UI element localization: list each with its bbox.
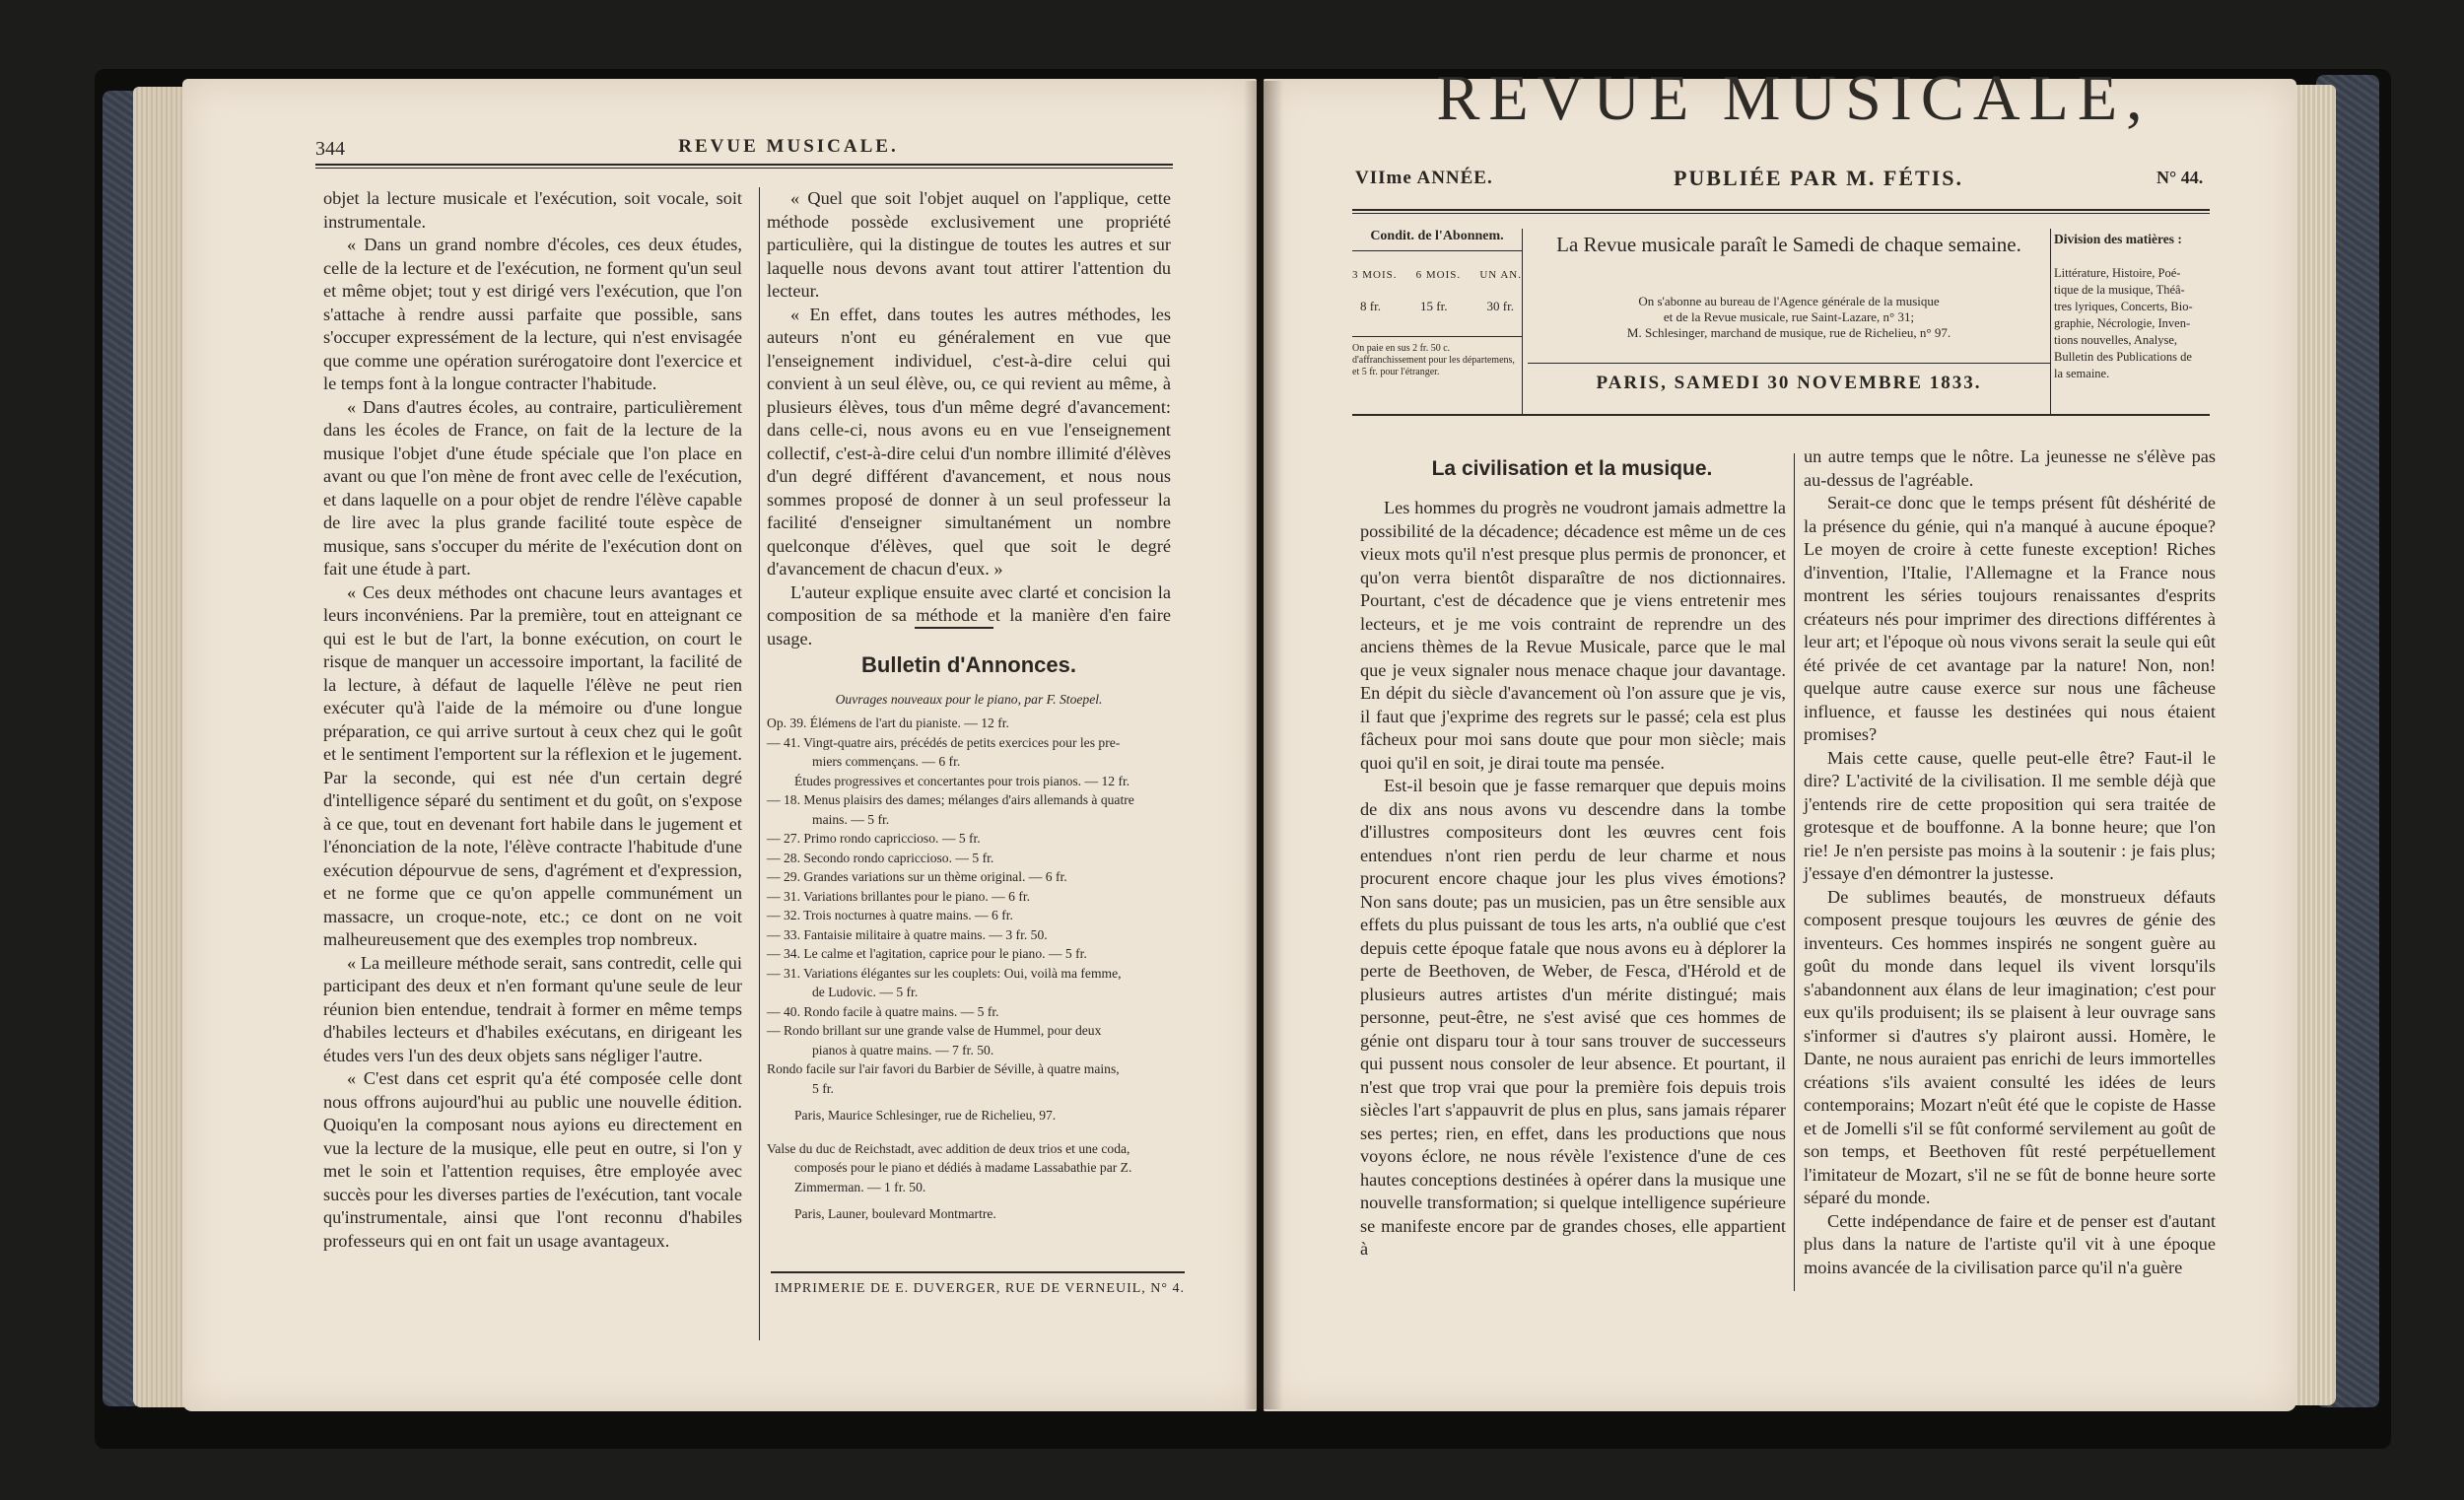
right-page-edges [2293, 85, 2336, 1405]
paragraph: « Dans d'autres écoles, au contraire, particulièrement dans les écoles de France, on fait de la lecture de la musique l'objet d'une étude spéciale que l'on place en avant ou que l'on mène de front avec celle de l'exécution, et dans laquelle on a pour objet de rendre l'élève capable de lire avec la plus grande facilité toute espèce de musique, sans s'occuper du mérite de l'exécution dont on fait une étude à part. [323, 396, 742, 579]
right-column-2 [1804, 445, 2216, 1279]
list-item: de Ludovic. — 5 fr. [812, 985, 919, 999]
paragraph: « La meilleure méthode serait, sans contredit, celle qui participant des deux et n'en formant qu'une seule de leur réunion bien entendue, tendrait à former en même temps d'habiles lecteurs et d'habiles exécutans, en dirigeant les études vers l'un des deux objets sans négliger l'autre. [323, 952, 742, 1065]
list-item: — 34. Le calme et l'agitation, caprice pour le piano. — 5 fr. [767, 946, 1087, 961]
subscription-note: On paie en sus 2 fr. 50 c. d'affranchissement pour les départemens, et 5 fr. pour l'étranger. [1352, 336, 1522, 378]
box-divider [1522, 229, 1523, 416]
paragraph: un autre temps que le nôtre. La jeunesse ne s'élève pas au-dessus de l'agréable. [1804, 446, 2216, 490]
list-item: miers commençans. — 6 fr. [812, 754, 961, 769]
contents-heading: Division des matières : [2054, 232, 2182, 246]
info-line: et de la Revue musicale, rue Saint-Lazare, n° 31; [1663, 309, 1915, 324]
info-line: On s'abonne au bureau de l'Agence générale de la musique [1638, 294, 1940, 308]
notice-rule [1528, 363, 2050, 364]
publisher-line: Paris, Maurice Schlesinger, rue de Richelieu, 97. [794, 1108, 1057, 1123]
masthead-rule-thin [1352, 213, 2210, 214]
contents-line: tions nouvelles, Analyse, [2054, 333, 2177, 347]
right-column-1 [1360, 497, 1786, 1261]
period-label: 3 MOIS. [1352, 269, 1398, 281]
info-line: M. Schlesinger, marchand de musique, rue de Richelieu, n° 97. [1626, 325, 1951, 340]
paragraph: objet la lecture musicale et l'exécution, soit vocale, soit instrumentale. [323, 188, 742, 232]
bulletin-title: Bulletin d'Annonces. [861, 652, 1076, 677]
header-rule-thin [315, 168, 1173, 169]
bulletin-list [767, 714, 1191, 1224]
list-item: — 40. Rondo facile à quatre mains. — 5 fr. [767, 1003, 999, 1019]
list-item: — 32. Trois nocturnes à quatre mains. — 6 fr. [767, 908, 1013, 922]
list-item: — 28. Secondo rondo capriccioso. — 5 fr. [767, 850, 994, 865]
article-title: La civilisation et la musique. [1431, 457, 1713, 480]
book-gutter [1244, 81, 1283, 1409]
list-item: Rondo facile sur l'air favori du Barbier de Séville, à quatre mains, [767, 1061, 1120, 1076]
contents-line: la semaine. [2054, 367, 2110, 380]
left-column-2 [767, 187, 1171, 650]
paragraph: « En effet, dans toutes les autres méthodes, les auteurs n'ont eu généralement en vue que l'enseignement individuel, c'est-à-dire celui qui convient à un seul élève, ou, ce qui revient au même, à plusieurs élèves, tous d'un même degré d'avancement: dans celle-ci, nous avons eu en vue l'enseignement collectif, c'est-à-dire celui d'un nombre illimité d'élèves d'un degré différent d'avancement, et nous nous sommes proposé de donner à un seul professeur la facilité d'enseigner simultanément un nombre quelconque d'élèves, quel que soit le degré d'avancement de chacun d'eux. » [767, 304, 1171, 579]
list-item: — 31. Variations élégantes sur les couplets: Oui, voilà ma femme, [767, 965, 1122, 981]
paragraph: Les hommes du progrès ne voudront jamais admettre la possibilité de la décadence; décadence est même un de ces vieux mots qu'il n'est presque plus permis de prononcer, et qu'on verra bientôt disparaître de nos dictionnaires. Pourtant, c'est de décadence que je viens entretenir mes lecteurs, et je me vois contraint de reprendre un des anciens thèmes de la Revue Musicale, parce que le mal que je veux signaler nous menace chaque jour davantage. En dépit du siècle d'avancement où l'on assure que je vis, il faut que j'exprime des regrets sur le passé; cela est plus fâcheux pour moi sans doute que pour mon siècle; mais quoi qu'il en soit, je dirai toute ma pensée. [1360, 498, 1786, 773]
imprint-rule [771, 1271, 1185, 1273]
price-value: 8 fr. [1360, 299, 1381, 313]
list-item: — Rondo brillant sur une grande valse de Hummel, pour deux [767, 1023, 1102, 1038]
subscription-box [1352, 229, 1522, 416]
subscription-heading: Condit. de l'Abonnem. [1352, 229, 1522, 251]
list-item: — 33. Fantaisie militaire à quatre mains. — 3 fr. 50. [767, 926, 1048, 942]
running-header: REVUE MUSICALE. [678, 136, 899, 157]
contents-line: tres lyriques, Concerts, Bio- [2054, 300, 2193, 313]
masthead-rule [1352, 209, 2210, 211]
page-number: 344 [315, 138, 345, 160]
paragraph: « Ces deux méthodes ont chacune leurs avantages et leurs inconvéniens. Par la première, tout en atteignant ce qui est le but de l'art, la bonne exécution, on court le risque de manquer un accessoire important, la facilité de la lecture, à défaut de laquelle l'élève ne peut rien exécuter qu'à l'aide de la mémoire ou d'une longue préparation, ce qui arrive surtout à ceux chez qui le goût et le sentiment l'emportent sur la réflexion et le jugement. Par la seconde, qui est née d'un certain degré d'intelligence séparé du sentiment et du goût, on s'expose à ce que, tout en devenant fort habile dans le jugement et l'énonciation de la note, l'élève contracte l'habitude d'une exécution dépourvue de sens, d'agrément et d'expression, et ne forme que ce qu'on appelle communément un massacre, un croque-note, etc.; ce dont on ne voit malheureusement que des exemples trop nombreux. [323, 581, 742, 949]
paragraph: « C'est dans cet esprit qu'a été composée celle dont nous offrons aujourd'hui au public une nouvelle édition. Quoiqu'en la composant nous ayions eu directement en vue la lecture de la musique, elle peut en outre, si l'on y met le soin et l'attention requises, être employée avec succès pour les diverses parties de l'exécution, tant vocale qu'instrumentale, ainsi que l'ont reconnu d'habiles professeurs qui en ont fait un usage avantageux. [323, 1068, 742, 1251]
list-item: composés pour le piano et dédiés à madame Lassabathie par Z. [794, 1160, 1132, 1175]
list-item: — 29. Grandes variations sur un thème original. — 6 fr. [767, 869, 1067, 884]
list-item: Op. 39. Élémens de l'art du pianiste. — 12 fr. [767, 716, 1009, 730]
contents-box [2054, 231, 2210, 382]
list-item: mains. — 5 fr. [812, 811, 890, 827]
header-bottom-rule [1352, 414, 2210, 416]
separator-rule [915, 627, 993, 629]
list-item: pianos à quatre mains. — 7 fr. 50. [812, 1042, 994, 1057]
list-item: — 18. Menus plaisirs des dames; mélanges d'airs allemands à quatre [767, 792, 1134, 807]
list-item: Valse du duc de Reichstadt, avec addition de deux trios et une coda, [767, 1140, 1130, 1156]
publication-notice: La Revue musicale paraît le Samedi de chaque semaine. [1556, 233, 2021, 256]
paragraph: Cette indépendance de faire et de penser est d'autant plus dans la nature de l'artiste qu'il vit à une époque moins avancée de la civilisation parce qu'il n'a guère [1804, 1210, 2216, 1277]
list-item: — 41. Vingt-quatre airs, précédés de petits exercices pour les pre- [767, 734, 1121, 750]
imprint: IMPRIMERIE DE E. DUVERGER, RUE DE VERNEUIL, N° 4. [775, 1281, 1185, 1296]
list-item: Zimmerman. — 1 fr. 50. [794, 1179, 926, 1194]
paragraph: Serait-ce donc que le temps présent fût déshérité de la présence du génie, qui n'a manqué à aucune époque? Le moyen de croire à cette funeste exception! Riches d'invention, l'Italie, l'Allemagne et la France nous montrent les séries toujours renaissantes d'esprits créateurs nés pour imprimer des directions différentes à leur art; et l'époque où nous vivons serait la seule qui eût été privée de cet avantage par la nature! Non, non! quelque autre cause exerce sur nous une fâcheuse influence, et fausse les destinées qui nous étaient promises? [1804, 493, 2216, 744]
paragraph: De sublimes beautés, de monstrueux défauts composent presque toujours les œuvres de génie des inventeurs. Ces hommes inspirés ne songent guère au goût du monde dans lequel ils vivent lorsqu'ils s'abandonnent aux élans de leur imagination; c'est pour eux qu'ils produisent; ils se plaisent à leur ouvrage sans s'informer si d'autres s'y plairont aussi. Homère, le Dante, ne nous auraient pas enrichi de leurs immortelles créations s'ils avaient consulté les idées de leurs contemporains; Mozart n'eût été que le copiste de Hasse et de Jomelli s'il se fût conformé servilement au goût de son temps, et Beethoven fût resté perpétuellement l'imitateur de Mozart, s'il ne se fût de bonne heure sorte séparé du monde. [1804, 886, 2216, 1207]
price-value: 30 fr. [1486, 299, 1514, 313]
contents-line: Bulletin des Publications de [2054, 350, 2192, 364]
paragraph: Mais cette cause, quelle peut-elle être? Faut-il le dire? L'activité de la civilisation. Il me semble déjà que j'entends rire de cette proposition qui sera traitée de grotesque et de bouffonne. A la bonne heure; que l'on rie! Je n'en persiste pas moins à la soutenir : je fais plus; j'essaye d'en démontrer la justesse. [1804, 747, 2216, 883]
list-item: Études progressives et concertantes pour trois pianos. — 12 fr. [794, 773, 1130, 788]
contents-line: graphie, Nécrologie, Inven- [2054, 316, 2191, 330]
paragraph: « Quel que soit l'objet auquel on l'applique, cette méthode possède exclusivement une propriété particulière, qui la distingue de toutes les autres et sur laquelle nous devons avant tout attirer l'attention du lecteur. [767, 188, 1171, 301]
period-label: 6 MOIS. [1415, 269, 1462, 281]
box-divider [2050, 229, 2051, 416]
issue-number: N° 44. [2156, 168, 2204, 187]
contents-line: tique de la musique, Théâ- [2054, 283, 2185, 297]
list-item: 5 fr. [812, 1080, 834, 1096]
publisher-label: PUBLIÉE PAR M. FÉTIS. [1673, 166, 1963, 190]
subscription-info [1528, 294, 2050, 341]
column-divider [1794, 453, 1795, 1291]
paragraph: Est-il besoin que je fasse remarquer que depuis moins de dix ans nous avons vu descendre dans la tombe d'illustres compositeurs dont les œuvres cent fois entendues n'ont rien perdu de leur charme et nous procurent encore chaque jour les plus vives émotions? Non sans doute; pas un musicien, pas un être sensible aux effets du plus puissant de tous les arts, n'a oublié que c'est depuis cette époque fatale que nous avons eu à déplorer la perte de Beethoven, de Weber, de Fesca, d'Hérold et de plusieurs autres artistes d'un mérite distingué; mais personne, peut-être, ne s'est avisé que ces hommes de génie ont disparu tour à tour sans trouver de successeurs qui pussent nous consoler de leur absence. Et pourtant, il n'est que trop vrai que pour la première fois depuis trois siècles l'art s'appauvrit de plus en plus, sans jamais réparer ses pertes; rien, en effet, dans les productions que nous voyons éclore, ne nous révèle l'existence d'une de ces hautes conceptions destinées à opérer dans la musique une nouvelle transformation; si quelque intelligence supérieure se manifeste encore par de grandes choses, elle appartient à [1360, 776, 1786, 1259]
bulletin-subtitle: Ouvrages nouveaux pour le piano, par F. Stoepel. [835, 692, 1103, 707]
paragraph: L'auteur explique ensuite avec clarté et concision la composition de sa méthode et la manière d'en faire usage. [767, 581, 1171, 648]
column-divider [759, 187, 760, 1340]
left-column-1 [323, 187, 742, 1253]
price-value: 15 fr. [1420, 299, 1448, 313]
paragraph: « Dans un grand nombre d'écoles, ces deux études, celle de la lecture et de l'exécution, ne forment qu'un seul et même objet; tout y est dirigé vers l'exécution, que l'on s'attache à rendre aussi parfaite que possible, sans s'occuper expressément de la lecture, qui n'est envisagée que comme une opération surérogatoire dont l'exercice et le temps font à la longue contracter l'habitude. [323, 235, 742, 393]
period-label: UN AN. [1479, 269, 1522, 281]
publisher-line: Paris, Launer, boulevard Montmartre. [794, 1206, 996, 1221]
dateline: PARIS, SAMEDI 30 NOVEMBRE 1833. [1596, 373, 1982, 393]
list-item: — 27. Primo rondo capriccioso. — 5 fr. [767, 831, 981, 846]
list-item: — 31. Variations brillantes pour le piano. — 6 fr. [767, 888, 1031, 904]
masthead: REVUE MUSICALE, [1436, 62, 2152, 134]
year-label: VIIme ANNÉE. [1355, 168, 1493, 188]
header-rule [315, 164, 1173, 166]
contents-line: Littérature, Histoire, Poé- [2054, 266, 2181, 280]
